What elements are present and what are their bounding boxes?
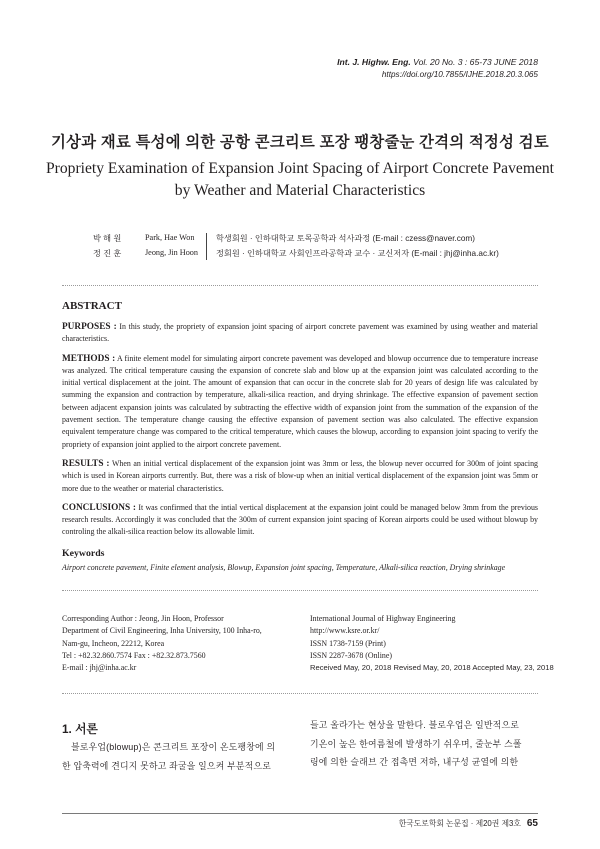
- page-number: 65: [526, 818, 538, 829]
- corr-department-line: Department of Civil Engineering, Inha University, 100 Inha-ro,: [62, 626, 262, 636]
- results-paragraph: [62, 458, 538, 495]
- results-text: When an initial vertical displacement of the expansion joint was 3mm or less, the blowup never occurred for 300m of joint spacing which is used in Korean airports currently. But, there was a risk of blow-up when an initial vertical displacement of the expansion joint was 5mm or more due to the weather or material characteristics.: [62, 458, 538, 493]
- author-1-name-en: Park, Hae Won: [145, 233, 195, 242]
- issn-print-line: ISSN 1738-7159 (Print): [310, 638, 386, 648]
- received-date: May, 20, 2018: [343, 663, 392, 673]
- keywords-text: Airport concrete pavement, Finite element analysis, Blowup, Expansion joint spacing, Temperature, Alkali-silica reaction, Drying shrinkage: [62, 562, 506, 572]
- body-right-line-3: 링에 의한 슬래브 간 접촉면 저하, 내구성 균열에 의한: [310, 757, 519, 768]
- section-heading-introduction: 1. 서론: [62, 722, 98, 736]
- korean-title: 기상과 재료 특성에 의한 공항 콘크리트 포장 팽창줄눈 간격의 적정성 검토: [51, 134, 549, 151]
- volume-info: Vol. 20 No. 3 : 65-73 JUNE 2018: [413, 57, 538, 67]
- abstract-heading: ABSTRACT: [62, 300, 122, 312]
- divider-top: [62, 285, 538, 286]
- body-right-line-1: 들고 올라가는 현상을 말한다. 블로우업은 일반적으로: [310, 720, 520, 730]
- footer-journal-name: 한국도로학회 논문집 · 제20권 제3호: [398, 819, 521, 828]
- accepted-label: Accepted: [472, 663, 504, 673]
- issn-online-line: ISSN 2287-3678 (Online): [310, 650, 392, 660]
- english-title-line-2: by Weather and Material Characteristics: [174, 182, 426, 199]
- author-2-name-en: Jeong, Jin Hoon: [145, 248, 198, 257]
- author-2-affiliation: 정회원 · 인하대학교 사회인프라공학과 교수 · 교신저자 (E-mail : jhj@inha.ac.kr): [216, 249, 499, 258]
- body-left-line-1: 블로우업(blowup)은 콘크리트 포장이 온도팽창에 의: [71, 742, 276, 752]
- received-label: Received: [310, 663, 342, 673]
- author-2-name-ko: 정 진 훈: [93, 249, 122, 258]
- author-1-affiliation: 학생회원 · 인하대학교 토목공학과 석사과정 (E-mail : czess@naver.com): [216, 234, 475, 243]
- body-column-right: [310, 716, 538, 772]
- dates-line: [310, 662, 554, 674]
- author-separator: [206, 233, 207, 260]
- conclusions-label: CONCLUSIONS :: [62, 502, 136, 513]
- purposes-text: In this study, the propriety of expansion joint spacing of airport concrete pavement was examined by using weather and material characteristics.: [62, 322, 538, 344]
- journal-abbreviation: Int. J. Highw. Eng.: [337, 57, 411, 67]
- purposes-label: PURPOSES :: [62, 322, 117, 332]
- abstract-section: [62, 300, 538, 574]
- corr-author-line: Corresponding Author : Jeong, Jin Hoon, Professor: [62, 614, 224, 623]
- revised-label: Revised: [393, 663, 421, 673]
- footer-rule: [62, 813, 538, 814]
- divider-middle: [62, 590, 538, 591]
- results-label: RESULTS :: [62, 458, 110, 469]
- corr-address-line: Nam-gu, Incheon, 22212, Korea: [62, 638, 165, 648]
- journal-name-line: International Journal of Highway Engineering: [310, 614, 456, 623]
- page-footer: [399, 818, 538, 829]
- journal-citation: [337, 57, 538, 67]
- revised-date: May, 20, 2018: [423, 663, 471, 673]
- corresponding-author-block: [62, 613, 262, 674]
- methods-text: A finite element model for simulating airport concrete pavement was developed and blowup occurrence due to temperature increase was analyzed. The critical temperature causing the expansion of concrete slab and blow up at the expansion joint was calculated according to the initial vertical displacement at the joint. The amount of expansion that can occur in the concrete slab for 20 years of design life was calculated by summing the expansion and contraction by temperature, alkali-silica reaction, and drying shrinkage. The effective expansion of pavement section between adjacent expansion joints was calculated by subtracting the effective width of expansion joint from the summation of the expansion of the pavement section. The temperature change causing the effective expansion of pavement section was also calculated. The effective expansion equivalent temperature change was compared to the critical temperature, which causes the blowup, according to expansion joint spacing to verify the propriety of expansion joint applied to the airport concrete pavement.: [62, 353, 538, 449]
- author-1-name-ko: 박 해 원: [93, 234, 122, 243]
- keywords-heading: Keywords: [62, 547, 105, 559]
- body-right-line-2: 기온이 높은 한여름철에 발생하기 쉬우며, 줄눈부 스폴: [310, 738, 522, 749]
- body-column-left: [62, 738, 290, 775]
- purposes-paragraph: [62, 321, 538, 346]
- english-title: [40, 158, 560, 202]
- journal-url-line[interactable]: http://www.ksre.or.kr/: [310, 626, 380, 636]
- journal-info-block: [310, 613, 554, 674]
- corr-email-line: E-mail : jhj@inha.ac.kr: [62, 663, 137, 673]
- methods-label: METHODS :: [62, 353, 116, 364]
- accepted-date: May, 23, 2018: [506, 663, 554, 673]
- conclusions-paragraph: [62, 502, 538, 539]
- corr-phone-line: Tel : +82.32.860.7574 Fax : +82.32.873.7560: [62, 650, 206, 660]
- conclusions-text: It was confirmed that the intial vertical displacement at the expansion joint could be managed below 3mm from the previous research results. Accordingly it was concluded that the 300m of current expansion joint spacing of Korean airports could be used without blowup by controling the alkali-silica reaction below its allowable limit.: [62, 502, 538, 537]
- divider-bottom: [62, 693, 538, 694]
- body-left-line-2: 한 압축력에 견디지 못하고 좌굴을 일으켜 부분적으로: [62, 760, 272, 771]
- methods-paragraph: [62, 353, 538, 451]
- english-title-line-1: Propriety Examination of Expansion Joint Spacing of Airport Concrete Pavement: [46, 160, 554, 177]
- doi-link[interactable]: https://doi.org/10.7855/IJHE.2018.20.3.065: [381, 70, 538, 79]
